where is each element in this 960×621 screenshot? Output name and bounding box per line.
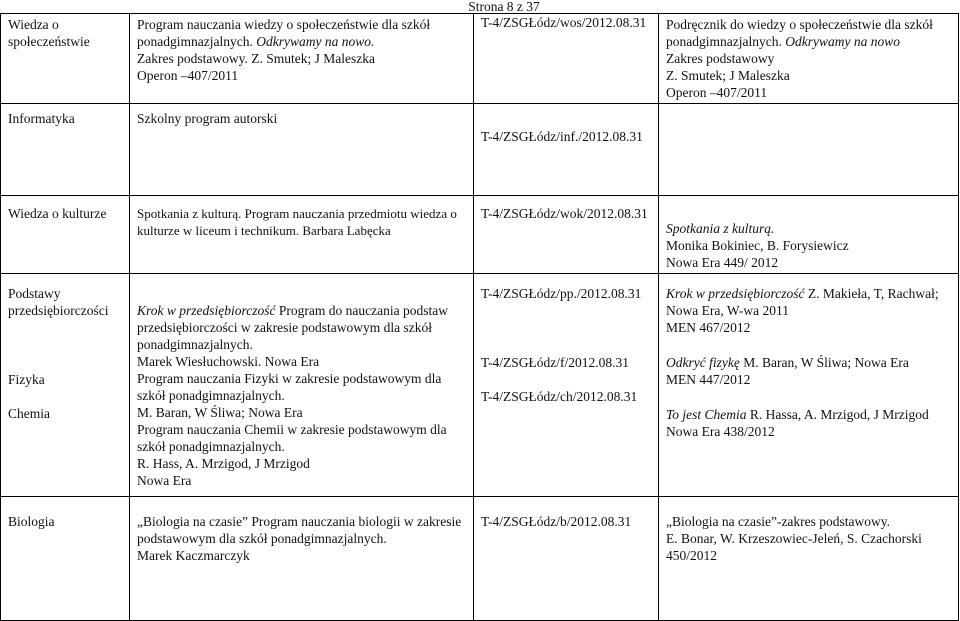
number-cell: [474, 274, 659, 497]
program-publisher: Operon –407/2011: [137, 68, 239, 83]
table-row: [1, 196, 959, 274]
textbook-pp-approval: MEN 467/2012: [666, 320, 751, 335]
approval-number: T-4/ZSGŁódz/wok/2012.08.31: [481, 206, 648, 221]
textbook-chemia-publisher: Nowa Era 438/2012: [666, 424, 775, 439]
textbook-chemia-title: To jest Chemia: [666, 407, 747, 422]
number-cell: [474, 497, 659, 621]
program-cell: [130, 14, 474, 104]
subject-name: Biologia: [8, 514, 55, 529]
program-chemia-description: Program nauczania Chemii w zakresie podstawowym dla szkół ponadgimnazjalnych.: [137, 422, 447, 454]
subject-name: Wiedza o kulturze: [8, 206, 107, 221]
program-subtitle: Odkrywamy na nowo.: [256, 34, 375, 49]
textbook-subtitle: Odkrywamy na nowo: [785, 34, 900, 49]
textbook-publisher: Operon –407/2011: [666, 85, 768, 100]
textbook-pp-authors: Z. Makieła, T, Rachwał;: [807, 286, 939, 301]
program-scope-authors: Zakres podstawowy. Z. Smutek; J Maleszka: [137, 51, 375, 66]
textbook-approval: 450/2012: [666, 548, 718, 563]
program-pp-title: Krok w przedsiębiorczość: [137, 303, 276, 318]
program-cell: [130, 497, 474, 621]
textbook-authors: Z. Smutek; J Maleszka: [666, 68, 790, 83]
table-row: [1, 274, 959, 497]
subject-name: Informatyka: [8, 111, 75, 126]
textbook-cell: [659, 497, 959, 621]
textbook-authors: E. Bonar, W. Krzeszowiec-Jeleń, S. Czachorski: [666, 531, 922, 546]
program-description: „Biologia na czasie” Program nauczania biologii w zakresie podstawowym dla szkół ponadgimnazjalnych.: [137, 514, 462, 546]
approval-number-chemia: T-4/ZSGŁódz/ch/2012.08.31: [481, 389, 638, 404]
subject-cell: [1, 196, 130, 274]
program-description: Program nauczania przedmiotu wiedza o kulturze w liceum i technikum. Barbara Labęcka: [137, 206, 457, 238]
subject-cell: [1, 497, 130, 621]
program-chemia-publisher: Nowa Era: [137, 473, 192, 488]
number-cell: [474, 196, 659, 274]
curriculum-table: [0, 13, 959, 621]
program-cell: [130, 274, 474, 497]
number-cell: [474, 14, 659, 104]
program-pp-authors: Marek Wiesłuchowski. Nowa Era: [137, 354, 320, 369]
program-pp-description: Program do nauczania podstaw przedsiębiorczości w zakresie podstawowym dla szkół ponadgimnazjalnych.: [137, 303, 448, 352]
table-row: [1, 14, 959, 104]
textbook-cell: [659, 274, 959, 497]
textbook-title: „Biologia na czasie”-zakres podstawowy.: [666, 514, 891, 529]
program-fizyka-description: Program nauczania Fizyki w zakresie podstawowym dla szkół ponadgimnazjalnych.: [137, 371, 442, 403]
subject-name-fizyka: Fizyka: [8, 372, 45, 387]
textbook-title: Spotkania z kulturą.: [666, 221, 775, 236]
textbook-fizyka-approval: MEN 447/2012: [666, 372, 751, 387]
subject-cell: [1, 274, 130, 497]
approval-number-fizyka: T-4/ZSGŁódz/f/2012.08.31: [481, 355, 629, 370]
subject-name-pp: Podstawy przedsiębiorczości: [8, 286, 109, 318]
textbook-cell: [659, 14, 959, 104]
textbook-pp-publisher: Nowa Era, W-wa 2011: [666, 303, 789, 318]
program-cell: [130, 104, 474, 196]
textbook-fizyka-authors: M. Baran, W Śliwa; Nowa Era: [743, 355, 909, 370]
textbook-cell: [659, 104, 959, 196]
table-row: [1, 104, 959, 196]
table-row: [1, 497, 959, 621]
textbook-fizyka-title: Odkryć fizykę: [666, 355, 740, 370]
page-number-header: [0, 0, 960, 14]
subject-cell: [1, 14, 130, 104]
subject-name: Wiedza o społeczeństwie: [8, 17, 90, 49]
textbook-title: Podręcznik do wiedzy o społeczeństwie dla szkół ponadgimnazjalnych.: [666, 17, 933, 49]
program-title: Spotkania z kulturą.: [137, 206, 242, 221]
textbook-authors: Monika Bokiniec, B. Forysiewicz: [666, 238, 849, 253]
program-fizyka-authors: M. Baran, W Śliwa; Nowa Era: [137, 405, 303, 420]
subject-cell: [1, 104, 130, 196]
approval-number: T-4/ZSGŁódz/wos/2012.08.31: [481, 15, 647, 30]
approval-number: T-4/ZSGŁódz/b/2012.08.31: [481, 514, 632, 529]
approval-number-pp: T-4/ZSGŁódz/pp./2012.08.31: [481, 286, 642, 301]
number-cell: [474, 104, 659, 196]
textbook-cell: [659, 196, 959, 274]
program-chemia-authors: R. Hass, A. Mrzigod, J Mrzigod: [137, 456, 310, 471]
textbook-scope: Zakres podstawowy: [666, 51, 775, 66]
textbook-publisher: Nowa Era 449/ 2012: [666, 255, 779, 270]
textbook-chemia-authors: R. Hassa, A. Mrzigod, J Mrzigod: [749, 407, 929, 422]
subject-name-chemia: Chemia: [8, 406, 50, 421]
program-cell: [130, 196, 474, 274]
program-title: Program nauczania wiedzy o społeczeństwie dla szkół ponadgimnazjalnych.: [137, 17, 431, 49]
page-number: Strona 8 z 37: [468, 0, 540, 14]
program-authors: Marek Kaczmarczyk: [137, 548, 250, 563]
program-title: Szkolny program autorski: [137, 111, 278, 126]
textbook-pp-title: Krok w przedsiębiorczość: [666, 286, 805, 301]
approval-number: T-4/ZSGŁódz/inf./2012.08.31: [481, 129, 643, 144]
